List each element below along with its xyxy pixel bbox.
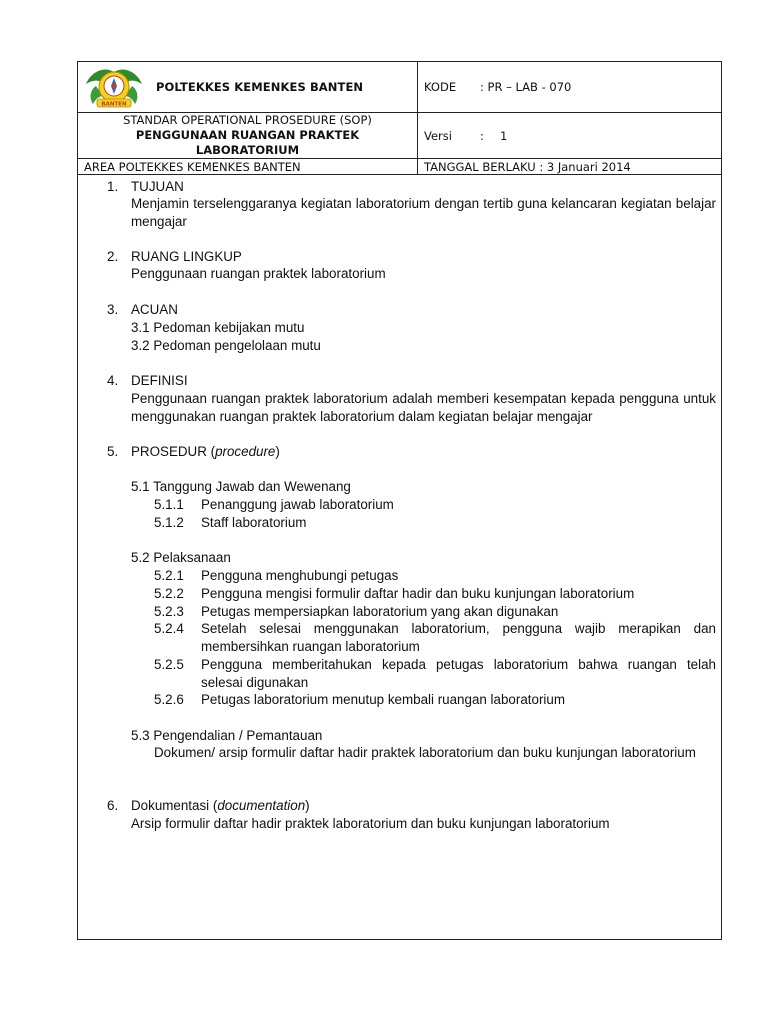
sub-tanggung-jawab: 5.1 Tanggung Jawab dan Wewenang bbox=[131, 479, 351, 494]
acuan-item: 3.2 Pedoman pengelolaan mutu bbox=[131, 338, 321, 353]
kode-label: KODE bbox=[424, 80, 457, 94]
tujuan-text: Menjamin terselenggaranya kegiatan laboratorium dengan tertib guna kelancaran kegiatan belajar mengajar bbox=[131, 196, 716, 229]
acuan-item: 3.1 Pedoman kebijakan mutu bbox=[131, 320, 305, 335]
section-number: 5. bbox=[107, 444, 119, 459]
sub-pelaksanaan: 5.2 Pelaksanaan bbox=[131, 550, 231, 565]
item-number: 5.1.1 bbox=[154, 497, 184, 512]
item-number: 5.2.3 bbox=[154, 604, 184, 619]
item-text: Staff laboratorium bbox=[201, 515, 307, 530]
item-number: 5.2.1 bbox=[154, 568, 184, 583]
pengendalian-text: Dokumen/ arsip formulir daftar hadir praktek laboratorium dan buku kunjungan laboratorium bbox=[154, 745, 696, 760]
item-text: Petugas mempersiapkan laboratorium yang akan digunakan bbox=[201, 604, 559, 619]
area-cell: AREA POLTEKKES KEMENKES BANTEN bbox=[78, 159, 418, 175]
versi-value: 1 bbox=[500, 128, 508, 143]
sop-title-cell bbox=[78, 113, 418, 159]
section-title: DEFINISI bbox=[131, 373, 188, 388]
kode-cell bbox=[418, 62, 722, 113]
item-number: 5.2.2 bbox=[154, 586, 184, 601]
tanggal-cell: TANGGAL BERLAKU : 3 Januari 2014 bbox=[418, 159, 722, 175]
sop-title-line2: PENGGUNAAN RUANGAN PRAKTEK LABORATORIUM bbox=[135, 128, 360, 157]
section-title: ACUAN bbox=[131, 302, 178, 317]
kode-value: : PR – LAB - 070 bbox=[480, 80, 572, 94]
ruang-lingkup-text: Penggunaan ruangan praktek laboratorium bbox=[131, 266, 386, 281]
section-number: 2. bbox=[107, 249, 119, 264]
sop-title-line1: STANDAR OPERATIONAL PROSEDURE (SOP) bbox=[123, 113, 372, 127]
dokumentasi-text: Arsip formulir daftar hadir praktek laboratorium dan buku kunjungan laboratorium bbox=[131, 816, 610, 831]
item-text: Pengguna menghubungi petugas bbox=[201, 568, 399, 583]
section-title: Dokumentasi (documentation) bbox=[131, 798, 310, 813]
item-number: 5.2.6 bbox=[154, 692, 184, 707]
section-number: 6. bbox=[107, 798, 119, 813]
item-text: Petugas laboratorium menutup kembali ruangan laboratorium bbox=[201, 692, 565, 707]
item-text: Pengguna memberitahukan kepada petugas laboratorium bahwa ruangan telah selesai digunakan bbox=[201, 657, 716, 690]
section-title: TUJUAN bbox=[131, 179, 184, 194]
definisi-text: Penggunaan ruangan praktek laboratorium adalah memberi kesempatan kepada pengguna untuk menggunakan ruangan praktek laboratorium dalam kegiatan belajar mengajar bbox=[131, 391, 716, 424]
section-title: RUANG LINGKUP bbox=[131, 249, 242, 264]
versi-colon: : bbox=[480, 128, 484, 143]
item-number: 5.2.5 bbox=[154, 657, 184, 672]
item-text: Penanggung jawab laboratorium bbox=[201, 497, 394, 512]
versi-label: Versi bbox=[424, 128, 452, 143]
sop-body bbox=[77, 174, 722, 940]
versi-cell bbox=[418, 113, 722, 159]
item-number: 5.2.4 bbox=[154, 621, 184, 636]
section-number: 3. bbox=[107, 302, 119, 317]
logo-banten-text: BANTEN bbox=[101, 101, 127, 108]
section-number: 1. bbox=[107, 179, 119, 194]
section-number: 4. bbox=[107, 373, 119, 388]
section-title: PROSEDUR (procedure) bbox=[131, 444, 280, 459]
institution-logo-icon bbox=[84, 66, 144, 108]
sop-header-table bbox=[77, 61, 722, 175]
item-text: Setelah selesai menggunakan laboratorium, pengguna wajib merapikan dan membersihkan ruangan laboratorium bbox=[201, 621, 716, 654]
item-number: 5.1.2 bbox=[154, 515, 184, 530]
institution-name: POLTEKKES KEMENKES BANTEN bbox=[156, 80, 364, 94]
institution-cell bbox=[78, 62, 418, 113]
item-text: Pengguna mengisi formulir daftar hadir dan buku kunjungan laboratorium bbox=[201, 586, 635, 601]
sub-pengendalian: 5.3 Pengendalian / Pemantauan bbox=[131, 728, 323, 743]
